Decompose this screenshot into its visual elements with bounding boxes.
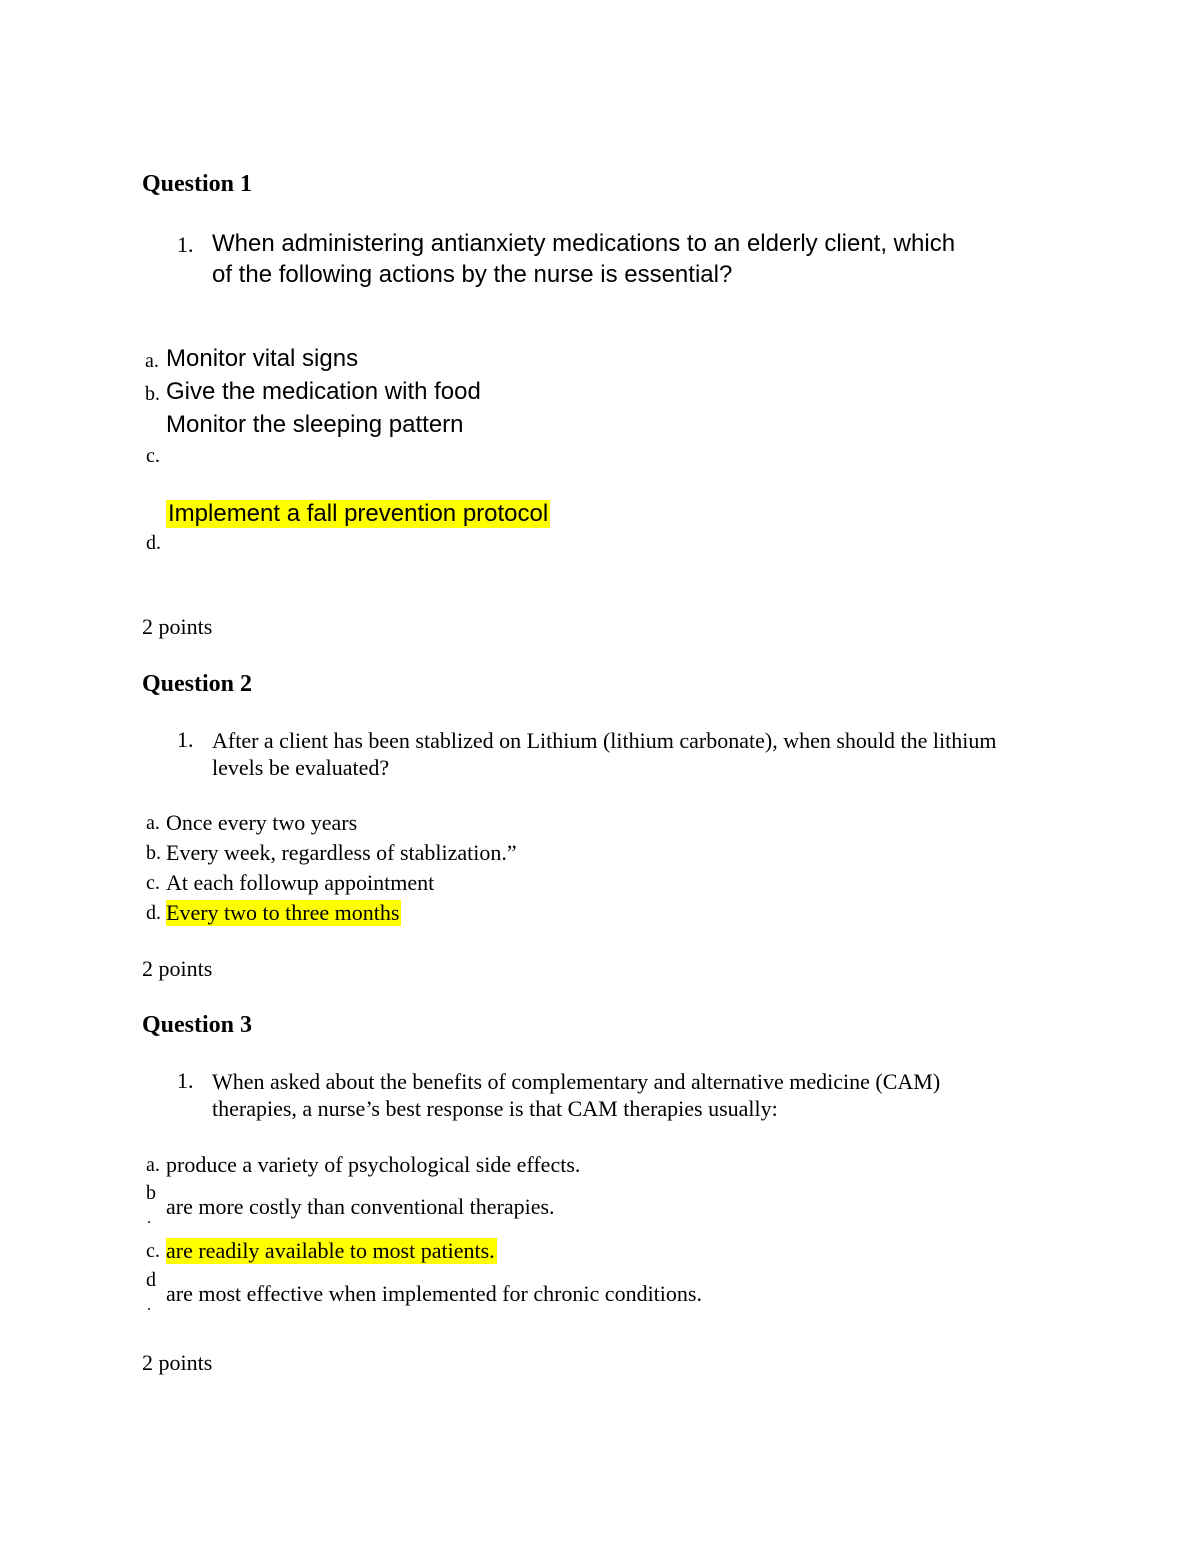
- q1-option-c[interactable]: Monitor the sleeping pattern: [166, 411, 464, 438]
- q1-option-c-letter: c.: [146, 445, 160, 467]
- q1-option-a[interactable]: Monitor vital signs: [166, 345, 359, 372]
- question-3-title: Question 3: [142, 1012, 253, 1038]
- question-2-text-line1: After a client has been stablized on Lithium (lithium carbonate), when should the lithium: [212, 728, 997, 753]
- question-2-text-line2: levels be evaluated?: [212, 755, 390, 780]
- q2-option-d-letter: d.: [146, 902, 161, 924]
- q2-option-b[interactable]: Every week, regardless of stablization.”: [166, 840, 517, 865]
- q2-option-c[interactable]: At each followup appointment: [166, 870, 435, 895]
- question-2-number: 1.: [177, 727, 194, 752]
- question-1-number: 1.: [177, 232, 194, 257]
- q1-option-a-letter: a.: [145, 350, 159, 372]
- q1-option-b-letter: b.: [145, 383, 160, 405]
- q3-option-d-letter: d: [146, 1269, 156, 1291]
- q1-option-d-letter: d.: [146, 532, 161, 554]
- q3-option-c-letter: c.: [146, 1240, 160, 1262]
- q2-option-a-letter: a.: [146, 812, 160, 834]
- q2-option-a[interactable]: Once every two years: [166, 810, 358, 835]
- question-2-title: Question 2: [142, 671, 253, 697]
- q2-option-d-highlighted[interactable]: Every two to three months: [166, 900, 400, 925]
- q3-option-d-letter-dot: .: [147, 1297, 151, 1314]
- question-1-text-line2: of the following actions by the nurse is essential?: [212, 261, 733, 288]
- question-2-points: 2 points: [142, 956, 213, 981]
- question-3-text-line1: When asked about the benefits of complementary and alternative medicine (CAM): [212, 1069, 941, 1094]
- q3-option-b[interactable]: are more costly than conventional therapies.: [166, 1194, 555, 1219]
- q3-option-b-letter: b: [146, 1182, 156, 1204]
- question-1-title: Question 1: [142, 171, 253, 197]
- question-3-text-line2: therapies, a nurse’s best response is that CAM therapies usually:: [212, 1096, 778, 1121]
- q3-option-b-letter-dot: .: [147, 1210, 151, 1227]
- q1-option-b[interactable]: Give the medication with food: [166, 378, 481, 405]
- question-1-points: 2 points: [142, 614, 213, 639]
- q3-option-c-highlighted[interactable]: are readily available to most patients.: [166, 1238, 495, 1263]
- q1-option-d-highlighted[interactable]: Implement a fall prevention protocol: [168, 500, 549, 527]
- q2-option-c-letter: c.: [146, 872, 160, 894]
- question-3-number: 1.: [177, 1068, 194, 1093]
- q2-option-b-letter: b.: [146, 842, 161, 864]
- q3-option-d[interactable]: are most effective when implemented for chronic conditions.: [166, 1281, 702, 1306]
- question-3-points: 2 points: [142, 1350, 213, 1375]
- question-1-text-line1: When administering antianxiety medications to an elderly client, which: [212, 230, 956, 257]
- q3-option-a-letter: a.: [146, 1154, 160, 1176]
- q3-option-a[interactable]: produce a variety of psychological side effects.: [166, 1152, 581, 1177]
